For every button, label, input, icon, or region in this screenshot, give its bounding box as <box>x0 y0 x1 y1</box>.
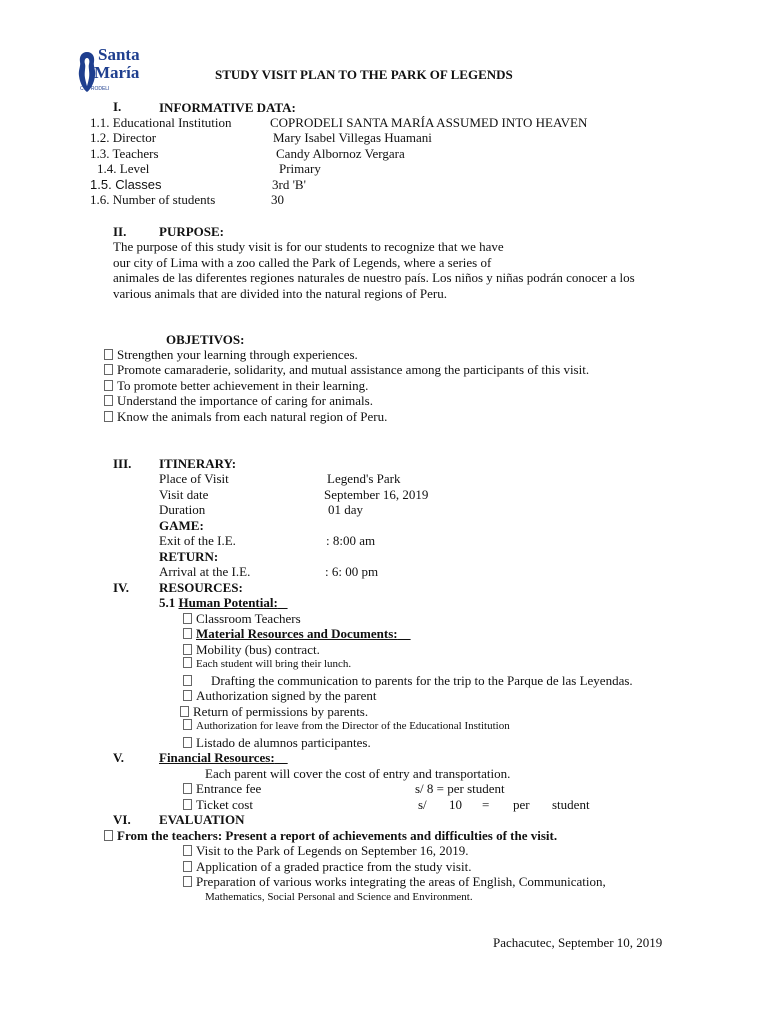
resource-item: Mobility (bus) contract. <box>183 642 320 657</box>
checkbox-bullet-icon <box>183 845 192 856</box>
purpose-line: our city of Lima with a zoo called the Park of Legends, where a series of <box>113 255 492 270</box>
section-heading-purpose: PURPOSE: <box>159 224 224 239</box>
info-value: Candy Albornoz Vergara <box>276 146 405 161</box>
objective-item: Know the animals from each natural region of Peru. <box>104 409 387 424</box>
checkbox-bullet-icon <box>183 876 192 887</box>
ticket-unit: student <box>552 797 590 812</box>
section-number: VI. <box>113 812 131 827</box>
logo-text-maria: María <box>94 63 140 82</box>
checkbox-bullet-icon <box>183 737 192 748</box>
checkbox-bullet-icon <box>104 395 113 406</box>
checkbox-bullet-icon <box>104 349 113 360</box>
checkbox-bullet-icon <box>183 783 192 794</box>
school-logo <box>76 46 146 94</box>
itinerary-label: Exit of the I.E. <box>159 533 236 548</box>
evaluation-lead: From the teachers: Present a report of achievements and difficulties of the visit. <box>104 828 557 843</box>
section-number: V. <box>113 750 124 765</box>
checkbox-bullet-icon <box>183 719 192 730</box>
logo-text-santa: Santa <box>98 45 140 64</box>
objective-item: Promote camaraderie, solidarity, and mutual assistance among the participants of this visit. <box>104 362 589 377</box>
itinerary-label: Place of Visit <box>159 471 229 486</box>
itinerary-value: September 16, 2019 <box>324 487 429 502</box>
objective-item: Understand the importance of caring for animals. <box>104 393 373 408</box>
checkbox-bullet-icon <box>104 364 113 375</box>
purpose-line: animales de las diferentes regiones naturales de nuestro país. Los niños y niñas podrán conocer a los <box>113 270 635 285</box>
objective-item: Strengthen your learning through experiences. <box>104 347 358 362</box>
resource-item: Each student will bring their lunch. <box>183 657 351 672</box>
info-label: 1.6. Number of students <box>90 192 216 207</box>
purpose-line: various animals that are divided into the natural regions of Peru. <box>113 286 447 301</box>
itinerary-value: : 6: 00 pm <box>325 564 379 579</box>
info-value: 30 <box>271 192 284 207</box>
checkbox-bullet-icon <box>183 628 192 639</box>
financial-value: s/ 8 = per student <box>415 781 505 796</box>
section-heading-itinerary: ITINERARY: <box>159 456 237 471</box>
ticket-amount: 10 <box>449 797 462 812</box>
checkbox-bullet-icon <box>183 675 192 686</box>
itinerary-subheading-game: GAME: <box>159 518 204 533</box>
resource-item: Authorization for leave from the Director of the Educational Institution <box>183 719 510 734</box>
evaluation-item: Preparation of various works integrating the areas of English, Communication, <box>183 874 606 889</box>
objective-item: To promote better achievement in their learning. <box>104 378 368 393</box>
evaluation-continuation: Mathematics, Social Personal and Science and Environment. <box>205 891 473 903</box>
place-date: Pachacutec, September 10, 2019 <box>493 935 663 950</box>
checkbox-bullet-icon <box>104 411 113 422</box>
section-number: III. <box>113 456 132 471</box>
resource-item: Authorization signed by the parent <box>183 688 377 703</box>
checkbox-bullet-icon <box>183 861 192 872</box>
checkbox-bullet-icon <box>183 690 192 701</box>
info-label: 1.5. Classes <box>90 177 162 192</box>
info-label: 1.2. Director <box>90 130 157 145</box>
section-number: IV. <box>113 580 130 595</box>
ticket-equals: = <box>482 797 490 812</box>
purpose-line: The purpose of this study visit is for our students to recognize that we have <box>113 239 504 254</box>
info-value: 3rd 'B' <box>272 177 306 192</box>
info-label: 1.1. Educational Institution <box>90 115 232 130</box>
info-label: 1.4. Level <box>97 161 150 176</box>
itinerary-label: Arrival at the I.E. <box>159 564 251 579</box>
checkbox-bullet-icon <box>183 657 192 668</box>
ticket-per: per <box>513 797 530 812</box>
section-heading-financial: Financial Resources: <box>159 750 275 765</box>
section-heading-resources: RESOURCES: <box>159 580 243 595</box>
checkbox-bullet-icon <box>180 706 189 717</box>
section-heading-evaluation: EVALUATION <box>159 812 245 827</box>
financial-item: Ticket cost <box>183 797 253 812</box>
objectives-heading: OBJETIVOS: <box>166 332 245 347</box>
checkbox-bullet-icon <box>104 830 113 841</box>
info-label: 1.3. Teachers <box>90 146 159 161</box>
itinerary-value: 01 day <box>328 502 364 517</box>
info-value: COPRODELI SANTA MARÍA ASSUMED INTO HEAVEN <box>270 115 588 130</box>
checkbox-bullet-icon <box>104 380 113 391</box>
itinerary-label: Visit date <box>159 487 209 502</box>
checkbox-bullet-icon <box>183 613 192 624</box>
evaluation-item: Application of a graded practice from the study visit. <box>183 859 471 874</box>
info-value: Primary <box>279 161 321 176</box>
resource-item: Return of permissions by parents. <box>180 704 368 719</box>
checkbox-bullet-icon <box>183 644 192 655</box>
section-heading-informative: INFORMATIVE DATA: <box>159 100 296 115</box>
checkbox-bullet-icon <box>183 799 192 810</box>
financial-item: Entrance fee <box>183 781 261 796</box>
itinerary-value: Legend's Park <box>327 471 401 486</box>
financial-line: Each parent will cover the cost of entry and transportation. <box>205 766 511 781</box>
itinerary-value: : 8:00 am <box>326 533 376 548</box>
resource-item: Drafting the communication to parents for the trip to the Parque de las Leyendas. <box>183 673 633 688</box>
document-title: STUDY VISIT PLAN TO THE PARK OF LEGENDS <box>215 67 513 82</box>
resource-item: Listado de alumnos participantes. <box>183 735 371 750</box>
resource-subheading-material: Material Resources and Documents: <box>183 626 411 641</box>
evaluation-item: Visit to the Park of Legends on September 16, 2019. <box>183 843 469 858</box>
itinerary-label: Duration <box>159 502 206 517</box>
resource-item: Classroom Teachers <box>183 611 301 626</box>
section-number: II. <box>113 224 127 239</box>
info-value: Mary Isabel Villegas Huamani <box>273 130 432 145</box>
section-number: I. <box>113 99 122 114</box>
ticket-currency: s/ <box>418 797 427 812</box>
logo-tagline: COPRODELI <box>80 86 110 92</box>
itinerary-subheading-return: RETURN: <box>159 549 219 564</box>
resources-subheading: 5.1 Human Potential: <box>159 595 278 610</box>
